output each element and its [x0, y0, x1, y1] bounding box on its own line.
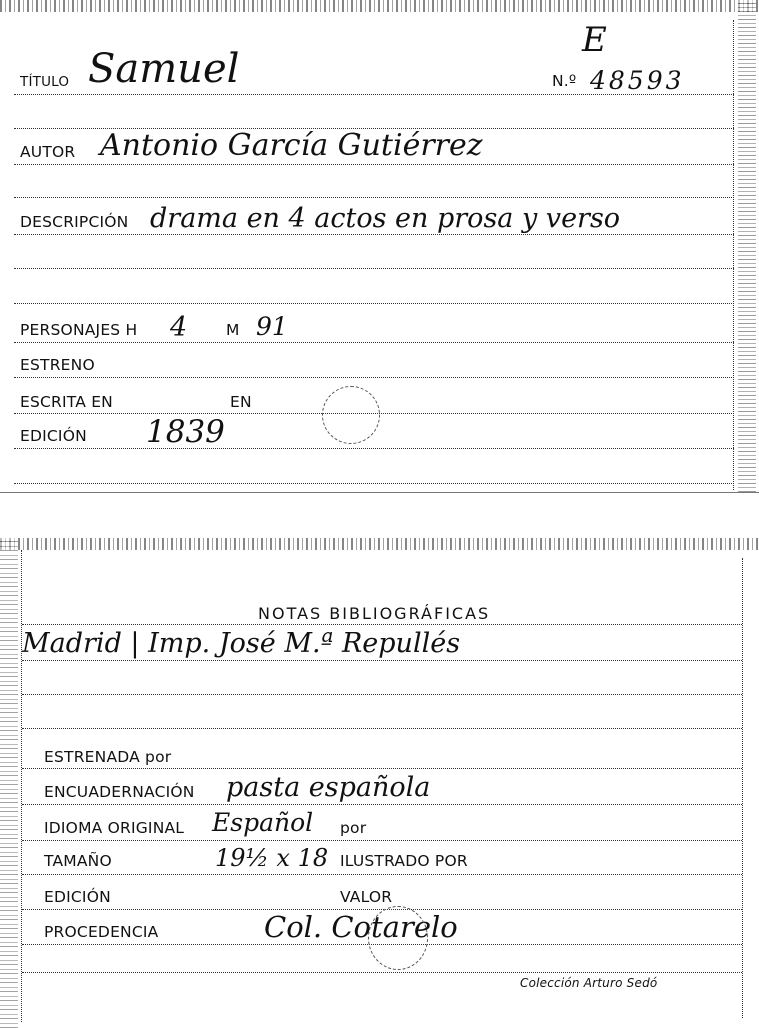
personajes-m-label: M: [226, 321, 240, 339]
numero-value: 48593: [590, 66, 685, 95]
ink-stain: [368, 906, 428, 970]
rule: [22, 660, 742, 661]
idioma-label: IDIOMA ORIGINAL: [44, 819, 185, 837]
rule: [22, 768, 742, 769]
rule: [14, 94, 734, 95]
corner-mark: E: [582, 20, 607, 60]
rule: [14, 303, 734, 304]
rule: [22, 972, 742, 973]
procedencia-value: Col. Cotarelo: [264, 910, 458, 944]
rule: [14, 197, 734, 198]
valor-label: VALOR: [340, 888, 393, 906]
ilustrado-label: ILUSTRADO POR: [340, 852, 468, 870]
edicion-value: 1839: [146, 414, 225, 450]
notas-heading: NOTAS BIBLIOGRÁFICAS: [258, 604, 491, 623]
procedencia-label: PROCEDENCIA: [44, 923, 159, 941]
rule: [22, 874, 742, 875]
rule: [14, 448, 734, 449]
rule: [14, 377, 734, 378]
encuadernacion-value: pasta española: [226, 772, 431, 803]
rule: [14, 483, 734, 484]
personajes-h-value: 4: [170, 312, 188, 343]
por-label: por: [340, 819, 367, 837]
card-right-margin: [742, 558, 743, 1018]
descripcion-value: drama en 4 actos en prosa y verso: [150, 203, 621, 234]
card-edge-right: [738, 0, 756, 492]
rule: [22, 694, 742, 695]
card-edge-top: [0, 0, 759, 12]
edicion-label-back: EDICIÓN: [44, 888, 111, 906]
escrita-en-label: ESCRITA EN: [20, 393, 113, 411]
rule: [22, 840, 742, 841]
personajes-m-value: 91: [256, 312, 288, 341]
nota-line-1: Madrid | Imp. José M.ª Repullés: [22, 628, 461, 659]
titulo-label: TÍTULO: [20, 74, 70, 90]
personajes-label: PERSONAJES H: [20, 321, 138, 339]
rule: [14, 268, 734, 269]
estrenada-label: ESTRENADA por: [44, 748, 172, 766]
autor-value: Antonio García Gutiérrez: [100, 128, 483, 163]
rule: [14, 164, 734, 165]
catalog-card-front: [0, 0, 759, 492]
idioma-value: Español: [212, 808, 314, 837]
rule: [22, 728, 742, 729]
descripcion-label: DESCRIPCIÓN: [20, 213, 129, 231]
card-edge-top: [0, 538, 759, 550]
tamano-label: TAMAÑO: [44, 852, 112, 870]
titulo-value: Samuel: [88, 46, 240, 92]
rule: [22, 624, 742, 625]
encuadernacion-label: ENCUADERNACIÓN: [44, 783, 195, 801]
card-right-margin: [733, 20, 734, 490]
en-label: EN: [230, 393, 252, 411]
estreno-label: ESTRENO: [20, 356, 95, 374]
card-left-margin: [21, 550, 22, 1022]
numero-label: N.º: [552, 72, 577, 90]
card-edge-left: [0, 538, 18, 1028]
edicion-label: EDICIÓN: [20, 427, 87, 445]
collection-footer: Colección Arturo Sedó: [520, 976, 658, 990]
tamano-value: 19½ x 18: [215, 844, 329, 872]
ink-stain: [322, 386, 380, 444]
autor-label: AUTOR: [20, 143, 76, 161]
rule: [14, 234, 734, 235]
rule: [14, 342, 734, 343]
catalog-card-back: [0, 538, 759, 1028]
card-separator: [0, 492, 759, 493]
rule: [22, 804, 742, 805]
